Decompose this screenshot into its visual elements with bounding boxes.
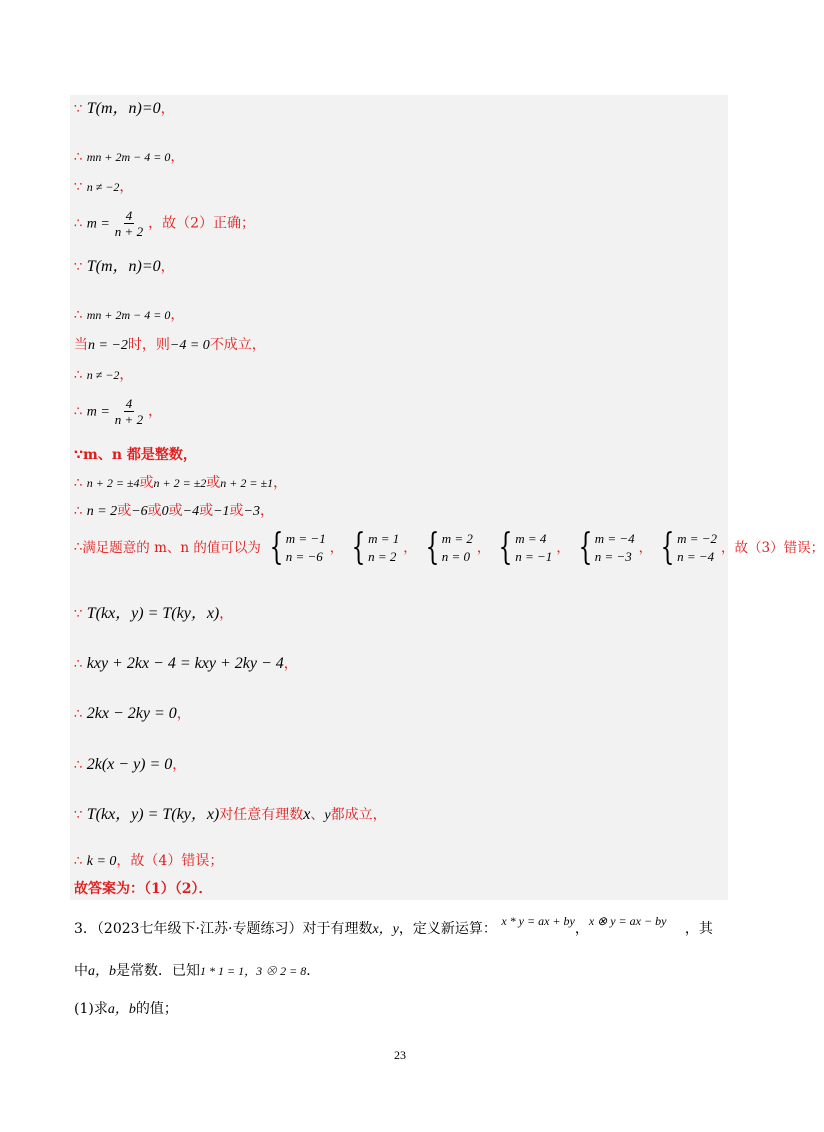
question-3-sub1: (1)求a，b的值； bbox=[74, 1001, 178, 1017]
solution-line: ∴ mn + 2m − 4 = 0， bbox=[74, 307, 185, 323]
equation-system: { m = 2 n = 0 bbox=[425, 527, 473, 568]
question-3: 3．（2023七年级下·江苏·专题练习）对于有理数x，y，定义新运算： x * y = ax + by，x ⊗ y = ax − by ，其 bbox=[74, 914, 713, 937]
equation-system: { m = −2 n = −4 bbox=[660, 527, 717, 568]
equation-system: { m = −1 n = −6 bbox=[269, 527, 326, 568]
solution-line: ∵ T(kx，y) = T(ky，x)对任意有理数x、y都成立， bbox=[74, 806, 387, 823]
solution-line: ∴ m = $\frac{4}{n + 2}$ ，故（2）正确； bbox=[74, 208, 255, 239]
solution-line: ∴ mn + 2m − 4 = 0， bbox=[74, 149, 185, 165]
solution-line: ∵ T(m，n)=0， bbox=[74, 258, 175, 275]
equation-system: { m = 4 n = −1 bbox=[498, 527, 553, 568]
solution-line: ∵ n ≠ −2， bbox=[74, 179, 134, 195]
equation-system: { m = 1 n = 2 bbox=[351, 527, 400, 568]
solution-line: ∵m、n 都是整数， bbox=[74, 447, 197, 463]
solution-line: ∴ k = 0，故（4）错误； bbox=[74, 853, 224, 869]
solution-line: ∴ m = $\frac{4}{n + 2}$ ， bbox=[74, 396, 163, 427]
fraction: $\frac{4}{n + 2}$ bbox=[114, 396, 144, 427]
solution-line: 当n = −2时，则−4 = 0不成立， bbox=[74, 337, 266, 353]
answer-line: 故答案为：（1）（2）． bbox=[74, 881, 213, 897]
solution-line: ∵ T(m，n)=0， bbox=[74, 100, 175, 117]
page-number: 23 bbox=[394, 1048, 406, 1062]
solution-line: ∴ 满足题意的 m、n 的值可以为 { m = −1 n = −6 ， { m = 1 n = 2 ， { m = 2 n = 0 ， { m = 4 n = −1 ， { m = −4 n = −3 ， { m = −2 n = −4 ，故（3）错误； bbox=[74, 527, 824, 568]
question-3-line2: 中a，b是常数．已知1 * 1 = 1，3 ⊗ 2 = 8． bbox=[74, 963, 321, 979]
solution-line: ∴ n = 2或−6或0或−4或−1或−3， bbox=[74, 503, 274, 519]
solution-line: ∴ 2kx − 2ky = 0， bbox=[74, 705, 191, 722]
fraction: $\frac{4}{n + 2}$ bbox=[114, 208, 144, 239]
solution-line: ∴ 2k(x − y) = 0， bbox=[74, 756, 187, 773]
solution-line: ∴ n ≠ −2， bbox=[74, 367, 134, 383]
solution-line: ∴ kxy + 2kx − 4 = kxy + 2ky − 4， bbox=[74, 655, 298, 672]
solution-line: ∴ n + 2 = ±4或n + 2 = ±2或n + 2 = ±1， bbox=[74, 475, 288, 491]
solution-line: ∵ T(kx，y) = T(ky，x)， bbox=[74, 605, 234, 622]
equation-system: { m = −4 n = −3 bbox=[578, 527, 635, 568]
